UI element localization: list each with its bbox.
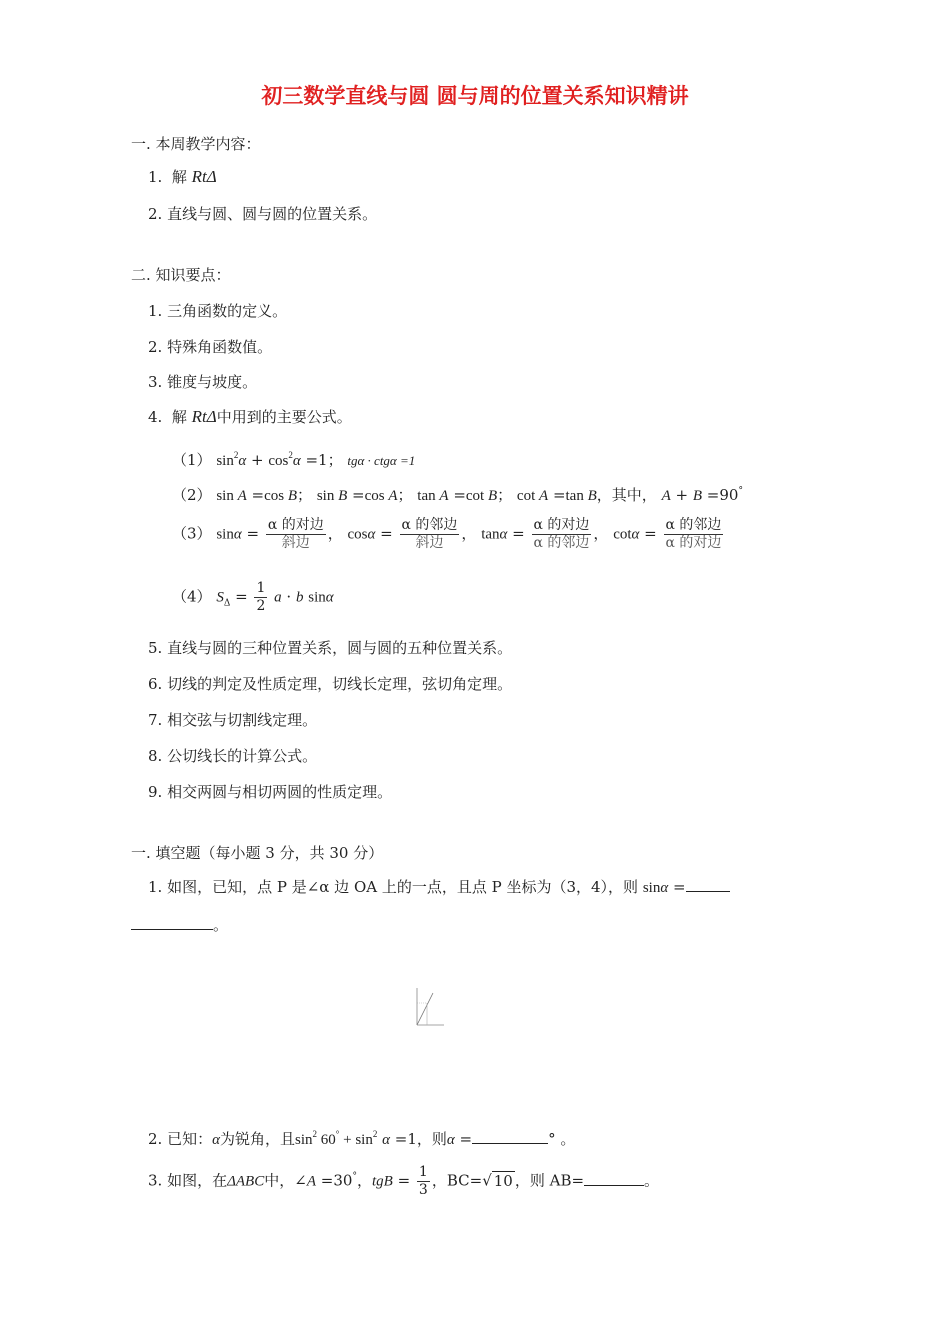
coordinate-figure bbox=[411, 985, 445, 1030]
list-item: 5. 直线与圆的三种位置关系，圆与圆的五种位置关系。 bbox=[148, 639, 513, 657]
list-item: 4. 解 RtΔ中用到的主要公式。 bbox=[148, 407, 352, 426]
list-item: 6. 切线的判定及性质定理，切线长定理，弦切角定理。 bbox=[148, 675, 513, 693]
formula-2: （2） sin A =cos B； sin B =cos A； tan A =cot B； cot A =tan B，其中， A + B =90° bbox=[172, 486, 743, 504]
list-item: 1. 三角函数的定义。 bbox=[148, 302, 288, 320]
section-heading-content: 一. 本周教学内容： bbox=[131, 135, 261, 153]
list-item: 1. 解 RtΔ bbox=[148, 167, 217, 186]
list-item: 2. 特殊角函数值。 bbox=[148, 338, 273, 356]
list-item: 2. 直线与圆、圆与圆的位置关系。 bbox=[148, 205, 378, 223]
list-item: 3. 锥度与坡度。 bbox=[148, 373, 258, 391]
question-2: 2. 已知：α为锐角，且$\sin^2 60^\circ + \sin^2 \alpha =1$，则α = ° 。 bbox=[148, 1129, 576, 1148]
question-3: 3. 如图，在ΔABC中，∠A =30°，tgB = $\frac{1}{3}$ ，BC=√ 10 ，则 AB= 。 bbox=[148, 1164, 660, 1198]
formula-1: （1） $\sin^2\alpha + \cos^2\alpha =1$； tgα · ctgα =1 bbox=[172, 450, 416, 469]
question-1: 1. 如图，已知，点 P 是∠α 边 OA 上的一点，且点 P 坐标为（3，4），则 sinα = bbox=[148, 877, 730, 898]
formula-3: （3） sinα = $\frac{\text{α 的对边}}{\text{斜边}}$ ， cosα = $\frac{\text{α 的邻边}}{\text{斜边}}$ ， tanα = $\frac{\text{α 的对边}}{\text{α 的邻边}}$ ， cotα = $\frac{\text{α 的邻边}}{\text{α 的对边}}$ bbox=[172, 517, 722, 551]
page-title: 初三数学直线与圆 圆与周的位置关系知识精讲 bbox=[261, 84, 689, 108]
list-item: 8. 公切线长的计算公式。 bbox=[148, 747, 318, 765]
section-heading-exercises: 一. 填空题（每小题 3 分，共 30 分） bbox=[131, 844, 384, 862]
list-item: 9. 相交两圆与相切两圆的性质定理。 bbox=[148, 783, 393, 801]
list-item: 7. 相交弦与切割线定理。 bbox=[148, 711, 318, 729]
section-heading-points: 二. 知识要点： bbox=[131, 266, 231, 284]
formula-4: （4） $S_\Delta$ = $\frac{1}{2}$ a · b sinα bbox=[172, 580, 334, 614]
question-1-continuation: 。 bbox=[131, 915, 228, 935]
